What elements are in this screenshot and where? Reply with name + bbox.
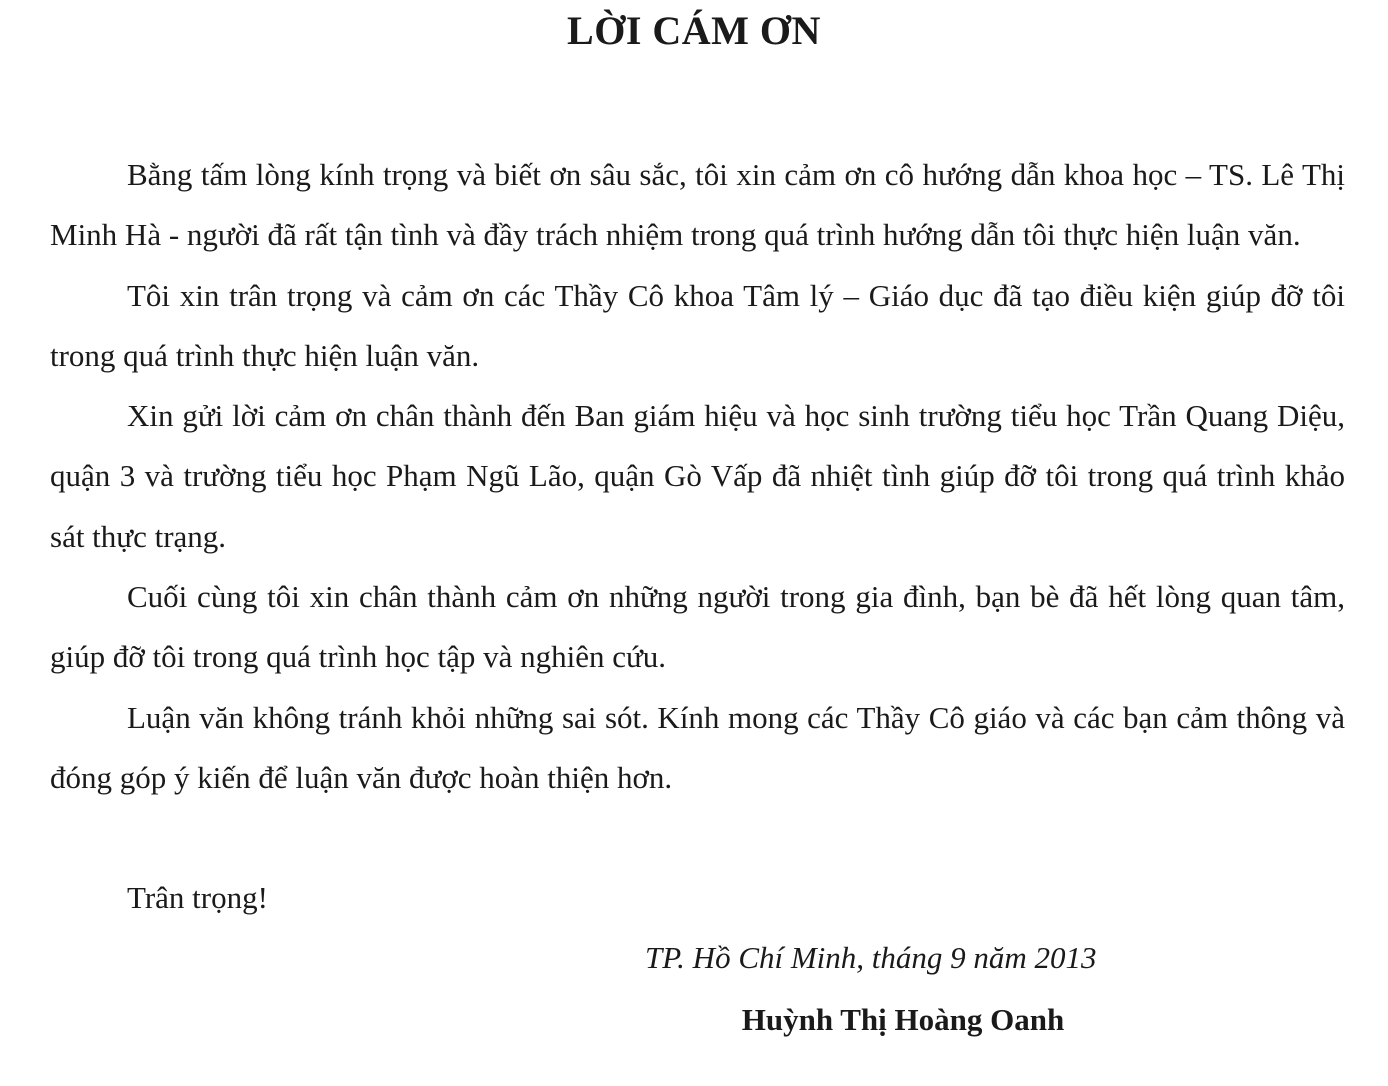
page-title: LỜI CÁM ƠN [567,8,821,53]
paragraph-advisor-thanks: Bằng tấm lòng kính trọng và biết ơn sâu sắc, tôi xin cảm ơn cô hướng dẫn khoa học – TS. Lê Thị Minh Hà - người đã rất tận tình và đầy trách nhiệm trong quá trình hướng dẫn tôi thực hiện luận văn. [50,157,1345,253]
paragraph-faculty-thanks: Tôi xin trân trọng và cảm ơn các Thầy Cô khoa Tâm lý – Giáo dục đã tạo điều kiện giúp đỡ tôi trong quá trình thực hiện luận văn. [50,277,1345,373]
closing-line: Trân trọng! [127,880,268,915]
paragraph-school-thanks: Xin gửi lời cảm ơn chân thành đến Ban giám hiệu và học sinh trường tiểu học Trần Quang Diệu, quận 3 và trường tiểu học Phạm Ngũ Lão, quận Gò Vấp đã nhiệt tình giúp đỡ tôi trong quá trình khảo sát thực trạng. [50,398,1345,554]
paragraph-final-note: Luận văn không tránh khỏi những sai sót. Kính mong các Thầy Cô giáo và các bạn cảm thông và đóng góp ý kiến để luận văn được hoàn thiện hơn. [50,699,1345,795]
document-body [50,145,1345,808]
paragraph-family-thanks: Cuối cùng tôi xin chân thành cảm ơn những người trong gia đình, bạn bè đã hết lòng quan tâm, giúp đỡ tôi trong quá trình học tập và nghiên cứu. [50,579,1345,675]
author-name-wrapper [0,990,1388,1050]
place-date: TP. Hồ Chí Minh, tháng 9 năm 2013 [645,940,1097,975]
author-name: Huỳnh Thị Hoàng Oanh [741,1002,1065,1037]
